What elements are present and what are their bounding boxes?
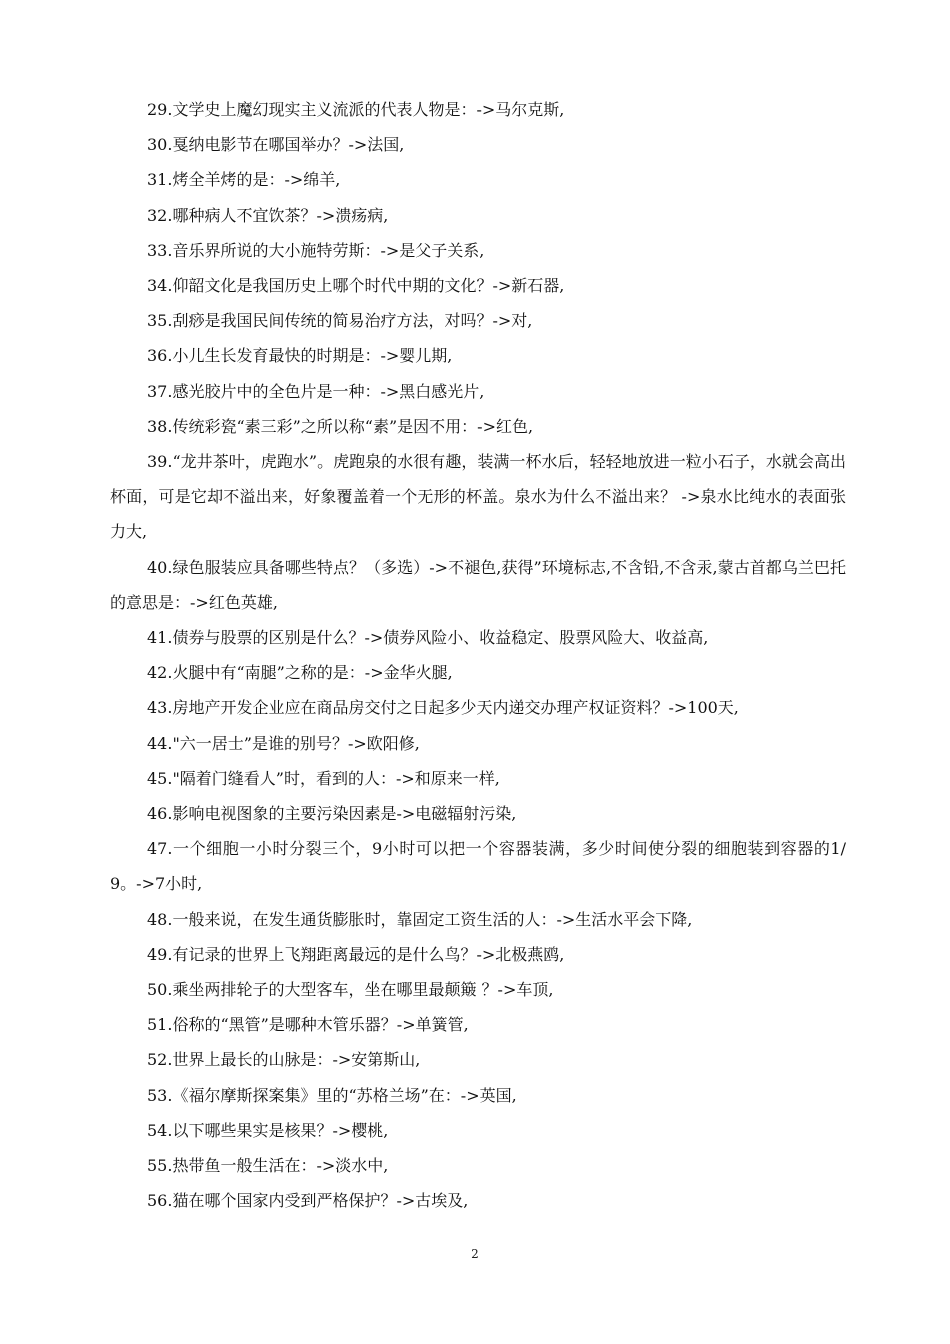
question-item: 38.传统彩瓷“素三彩”之所以称“素”是因不用：->红色, xyxy=(147,416,534,436)
question-item: 36.小儿生长发育最快的时期是：->婴儿期, xyxy=(147,346,453,366)
question-item: 44."六一居士”是谁的别号？->欧阳修, xyxy=(147,733,420,753)
question-item: 46.影响电视图象的主要污染因素是->电磁辐射污染, xyxy=(147,804,517,824)
question-item: 29.文学史上魔幻现实主义流派的代表人物是：->马尔克斯, xyxy=(147,100,565,119)
question-item: 34.仰韶文化是我国历史上哪个时代中期的文化？->新石器, xyxy=(147,276,565,296)
document-body xyxy=(110,92,846,1219)
question-item: 45."隔着门缝看人”时，看到的人：->和原来一样, xyxy=(147,768,500,788)
question-item: 47.一个细胞一小时分裂三个，9小时可以把一个容器装满，多少时间使分裂的细胞装到容器的1/9。->7小时, xyxy=(110,839,846,894)
question-item: 52.世界上最长的山脉是：->安第斯山, xyxy=(147,1050,421,1070)
question-item: 51.俗称的“黑管”是哪种木管乐器？->单簧管, xyxy=(147,1015,469,1035)
question-item: 37.感光胶片中的全色片是一种：->黑白感光片, xyxy=(147,381,485,401)
question-item: 32.哪种病人不宜饮茶？->溃疡病, xyxy=(147,205,389,225)
question-item: 41.债券与股票的区别是什么？->债券风险小、收益稳定、股票风险大、收益高, xyxy=(147,628,709,648)
question-item: 33.音乐界所说的大小施特劳斯：->是父子关系, xyxy=(147,240,485,260)
question-item: 49.有记录的世界上飞翔距离最远的是什么鸟？->北极燕鸥, xyxy=(147,944,565,964)
page-number: 2 xyxy=(471,1247,479,1261)
question-item: 54.以下哪些果实是核果？->樱桃, xyxy=(147,1120,389,1140)
question-item: 39.“龙井茶叶，虎跑水”。虎跑泉的水很有趣，装满一杯水后，轻轻地放进一粒小石子，水就会高出杯面，可是它却不溢出来，好象覆盖着一个无形的杯盖。泉水为什么不溢出来？ ->泉水比纯水的表面张力大, xyxy=(110,452,846,542)
question-item: 53.《福尔摩斯探案集》里的“苏格兰场”在：->英国, xyxy=(147,1085,517,1105)
question-item: 43.房地产开发企业应在商品房交付之日起多少天内递交办理产权证资料？->100天, xyxy=(147,698,739,718)
question-item: 35.刮痧是我国民间传统的简易治疗方法，对吗？->对, xyxy=(147,311,533,331)
question-item: 50.乘坐两排轮子的大型客车，坐在哪里最颠簸 ？->车顶, xyxy=(147,980,554,1000)
question-item: 42.火腿中有“南腿”之称的是：->金华火腿, xyxy=(147,663,453,683)
question-item: 55.热带鱼一般生活在：->淡水中, xyxy=(147,1156,389,1176)
question-item: 31.烤全羊烤的是：->绵羊, xyxy=(147,170,341,190)
question-item: 30.戛纳电影节在哪国举办？->法国, xyxy=(147,135,405,155)
question-item: 40.绿色服装应具备哪些特点？（多选）->不褪色,获得”环境标志,不含铅,不含汞,蒙古首都乌兰巴托的意思是：->红色英雄, xyxy=(110,557,846,612)
question-item: 48.一般来说，在发生通货膨胀时，靠固定工资生活的人：->生活水平会下降, xyxy=(147,909,693,929)
question-item: 56.猫在哪个国家内受到严格保护？->古埃及, xyxy=(147,1191,469,1211)
